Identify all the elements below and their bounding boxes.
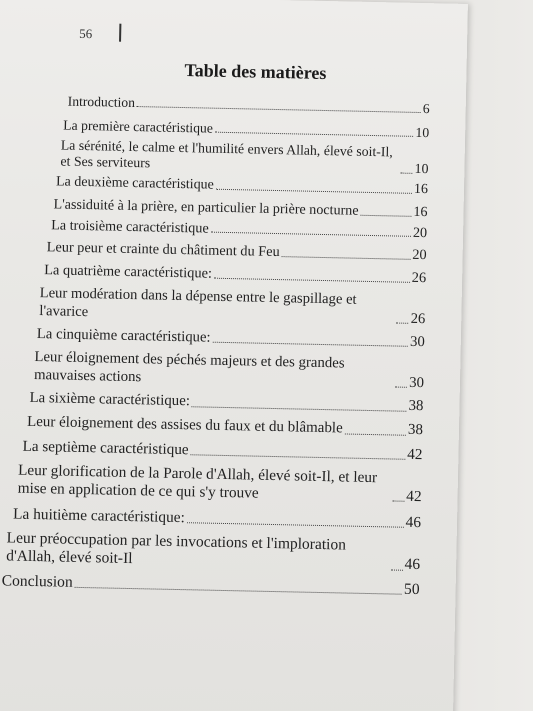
toc-entry	[6, 530, 421, 575]
dot-leader	[397, 322, 409, 323]
dot-leader	[215, 132, 414, 137]
toc-entry-page: 30	[408, 374, 425, 391]
toc-entry-page: 50	[403, 580, 420, 598]
toc-entry-page: 30	[409, 333, 425, 351]
dot-leader	[75, 587, 402, 595]
toc-entry	[17, 461, 422, 506]
dot-leader	[401, 172, 413, 173]
toc-entry-page: 20	[412, 247, 427, 264]
dot-leader	[191, 454, 406, 459]
toc-entry-title: Leur glorification de la Parole d'Allah, élevé soit-Il, et leur mise en application de ce qui s'y trouve	[17, 461, 378, 502]
toc-entry	[29, 390, 423, 416]
toc-entry	[34, 349, 425, 392]
toc-entry-title: Leur préoccupation par les invocations et l'imploration d'Allah, élevé soit-Il	[6, 529, 347, 568]
dot-leader	[211, 232, 411, 237]
toc-entry-title: Introduction	[67, 93, 136, 111]
toc-entry-title: La quatrième caractéristique:	[44, 262, 213, 283]
toc-entry-page: 38	[408, 398, 424, 415]
dot-leader	[345, 433, 406, 435]
dot-leader	[187, 522, 404, 528]
toc-entry-page: 42	[407, 445, 423, 463]
toc-entry-page: 46	[405, 513, 422, 531]
dot-leader	[395, 387, 407, 388]
toc-entry	[27, 414, 423, 440]
toc-entry-title: Conclusion	[1, 572, 73, 591]
toc-entry-title: Leur peur et crainte du châtiment du Feu	[46, 239, 280, 261]
toc-entry-page: 16	[413, 203, 428, 221]
toc-entry	[51, 217, 427, 242]
toc-entry	[53, 196, 427, 220]
toc-entry	[22, 437, 422, 463]
toc-entry-page: 26	[410, 310, 426, 327]
dot-leader	[216, 189, 412, 194]
toc-entry-title: La deuxième caractéristique	[55, 174, 215, 193]
toc-entry	[44, 263, 426, 288]
dot-leader	[360, 214, 411, 216]
dot-leader	[214, 278, 410, 283]
toc-entry-title: L'assiduité à la prière, en particulier la prière nocturne	[53, 196, 359, 219]
dot-leader	[137, 106, 421, 113]
toc-entry-page: 20	[412, 224, 428, 241]
toc-entry-page: 46	[404, 556, 421, 574]
toc-entry-page: 38	[407, 421, 424, 439]
toc-entry	[39, 286, 426, 328]
toc-entry-title: Leur éloignement des assises du faux et du blâmable	[26, 413, 343, 437]
toc-title: Table des matières	[184, 60, 327, 84]
dot-leader	[392, 500, 404, 501]
toc-entry-page: 26	[411, 270, 427, 287]
toc-entry-title: La troisième caractéristique	[51, 216, 209, 237]
page-number: 56	[79, 25, 93, 42]
toc-entry	[37, 326, 425, 352]
toc-entry-title: Leur éloignement des péchés majeurs et des grandes mauvaises actions	[33, 349, 345, 386]
toc-entry-page: 10	[415, 124, 430, 141]
toc-entry-page: 16	[413, 181, 429, 197]
toc-entry-title: La sérénité, le calme et l'humilité envers Allah, élevé soit-Il, et Ses serviteurs	[60, 137, 393, 171]
dot-leader	[282, 257, 411, 261]
dot-leader	[192, 406, 407, 411]
toc-entry-title: La première caractéristique	[63, 117, 214, 136]
dot-leader	[391, 569, 403, 570]
header-rule	[119, 24, 121, 42]
toc-entry	[56, 174, 428, 198]
toc-entry-title: La cinquième caractéristique:	[36, 325, 211, 346]
toc-entry-page: 10	[414, 161, 429, 177]
toc-entry-page: 6	[422, 101, 430, 117]
toc-entry	[60, 138, 429, 178]
toc-entry	[63, 118, 429, 142]
dot-leader	[212, 342, 408, 347]
toc-list	[1, 88, 430, 600]
toc-entry-title: La sixième caractéristique:	[29, 390, 191, 410]
toc-entry-title: La septième caractéristique	[22, 437, 189, 458]
toc-entry	[47, 240, 427, 265]
toc-entry-title: La huitième caractéristique:	[12, 505, 186, 526]
toc-entry	[68, 94, 430, 118]
toc-entry-page: 42	[406, 487, 422, 505]
toc-entry	[13, 505, 421, 532]
toc-entry	[2, 572, 420, 599]
toc-entry-title: Leur modération dans la dépense entre le gaspillage et l'avarice	[39, 285, 357, 320]
